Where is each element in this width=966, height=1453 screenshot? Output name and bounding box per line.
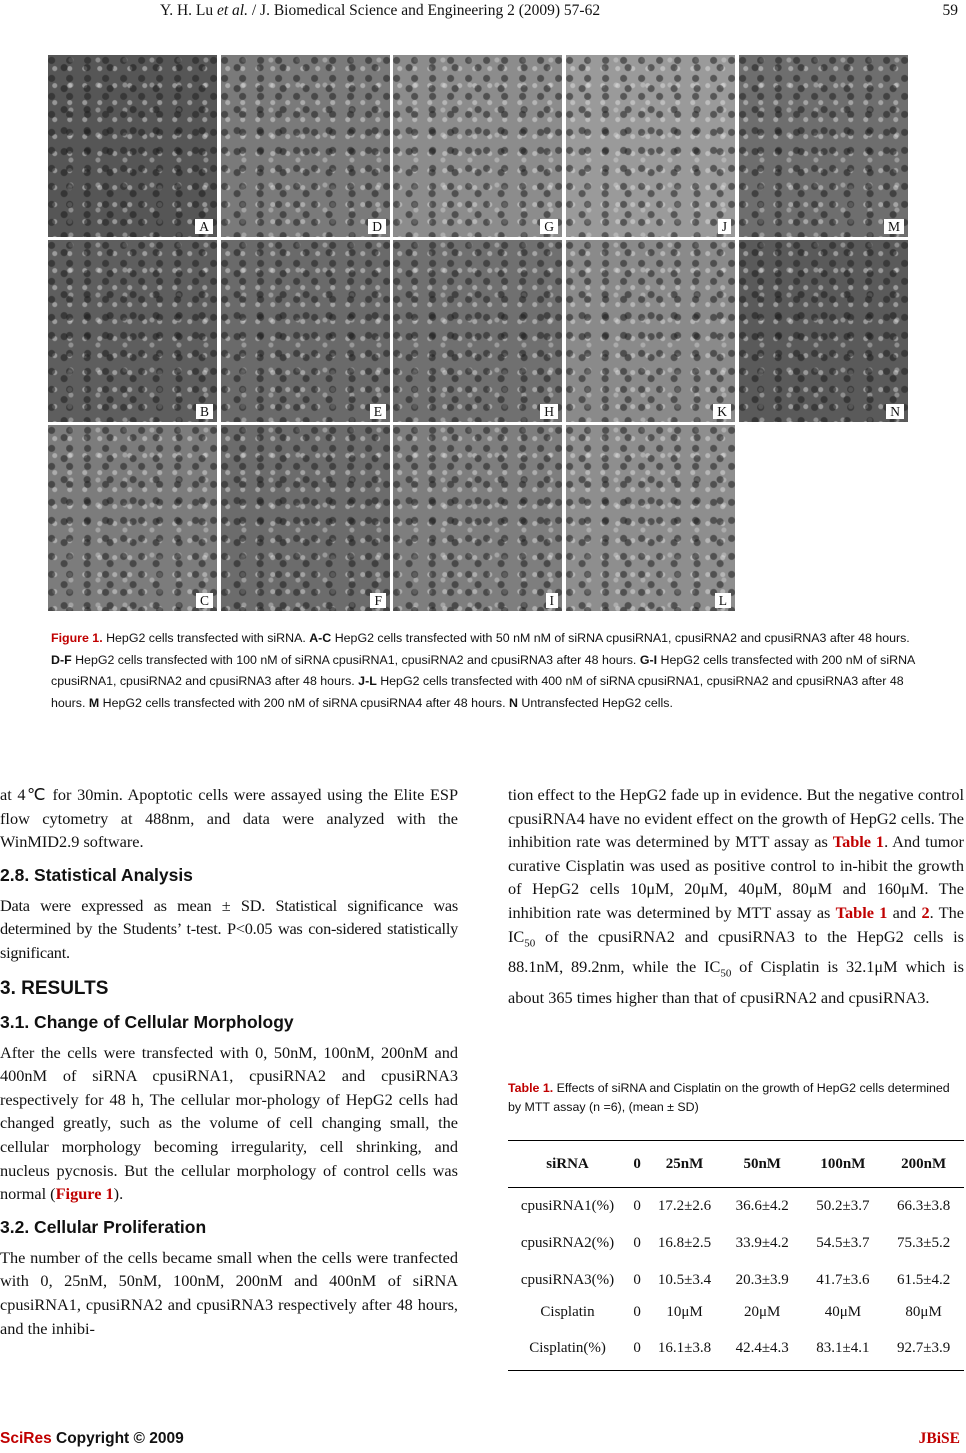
table-row: [508, 1225, 964, 1262]
table-row: [508, 1299, 964, 1327]
table-cell: 33.9±4.2: [735, 1234, 789, 1251]
caption-text: HepG2 cells transfected with 400 nM of siRNA cpusiRNA1, cpusiRNA2 and cpusiRNA3 after 48 hours.: [51, 674, 904, 710]
table-cell: cpusiRNA1(%): [520, 1197, 615, 1214]
micrograph-panel: [739, 240, 908, 422]
caption-panel-ref: N: [509, 695, 518, 710]
results-table: [508, 1140, 964, 1371]
column-header: 25nM: [665, 1155, 704, 1172]
micrograph-panel: [48, 55, 217, 237]
micrograph-panel: [393, 240, 562, 422]
caption-panel-ref: J-L: [358, 674, 377, 688]
paragraph: at 4℃ for 30min. Apoptotic cells were assayed using the Elite ESP flow cytometry at 488nm, and data were analyzed with the WinMID2.9 software.: [0, 785, 458, 852]
paragraph-text: . And tumor curative Cisplatin was used as positive control to in-hibit the growth of HepG2 cells 10μM, 20μM, 40μM, 80μM and 160μM. The inhibition rate was determined by MTT assay as: [508, 832, 964, 922]
header-authors: Y. H. Lu: [160, 2, 214, 19]
caption-panel-ref: G-I: [639, 652, 658, 667]
table-cell: cpusiRNA2(%): [520, 1234, 615, 1251]
subscript: 50: [524, 936, 536, 949]
table-cell: 42.4±4.3: [735, 1339, 789, 1356]
table-cell: 0: [633, 1304, 641, 1320]
micrograph-panel: [566, 240, 735, 422]
table-cell: cpusiRNA3(%): [520, 1271, 615, 1288]
publisher-brand: SciRes: [0, 1430, 52, 1447]
panel-label: A: [195, 219, 213, 234]
paragraph-text: and: [887, 902, 922, 922]
paragraph-text: of the cpusiRNA2 and cpusiRNA3 to the HepG2 cells is 88.1nM, 89.2nm, while the IC: [508, 926, 964, 977]
journal-abbreviation: JBiSE: [918, 1430, 960, 1447]
panel-label: G: [540, 219, 558, 234]
paragraph-text: . The IC: [508, 902, 964, 946]
table-cell: 20μM: [744, 1304, 781, 1320]
table-cell: 66.3±3.8: [897, 1197, 951, 1214]
subscript: 50: [720, 967, 732, 980]
table-caption-text: Effects of siRNA and Cisplatin on the growth of HepG2 cells determined by MTT assay (n =6), (mean ± SD): [508, 1081, 950, 1114]
section-heading: 3.2. Cellular Proliferation: [0, 1216, 207, 1237]
table-cell: 36.6±4.2: [735, 1197, 789, 1214]
column-header: siRNA: [546, 1155, 589, 1172]
table-cell: 0: [633, 1339, 641, 1356]
caption-text: HepG2 cells transfected with 200 nM of siRNA cpusiRNA4 after 48 hours.: [99, 695, 509, 710]
table-reference-link[interactable]: Table 1: [835, 902, 888, 922]
panel-label: H: [540, 404, 558, 419]
caption-text: Untransfected HepG2 cells.: [517, 695, 673, 710]
panel-label: B: [196, 404, 213, 419]
footer-copyright: [0, 1430, 184, 1448]
panel-label: J: [718, 219, 731, 234]
table-cell: Cisplatin: [540, 1304, 595, 1320]
table-cell: 0: [633, 1234, 641, 1251]
table-cell: 16.8±2.5: [657, 1234, 712, 1251]
table-cell: 40μM: [824, 1304, 862, 1320]
paragraph-text: After the cells were transfected with 0, 50nM, 100nM, 200nM and 400nM of siRNA cpusiRNA1, cpusiRNA2 and cpusiRNA3 respectively for 48 h, The cellular mor-phology of HepG2 cells had changed greatly, such as the volume of cell changing small, the cellular morphology becoming irregularity, cell shrinking, and nucleus pycnosis. But the cellular morphology of control cells was normal (: [0, 1042, 458, 1204]
paragraph: [508, 783, 964, 1010]
table-cell: 54.5±3.7: [816, 1234, 870, 1251]
paragraph: Data were expressed as mean ± SD. Statistical significance was determined by the Students’ t-test. P<0.05 was con-sidered statistically significant.: [0, 895, 458, 962]
table-caption: [508, 1079, 966, 1117]
column-header: 200nM: [901, 1155, 947, 1172]
micrograph-panel: [566, 425, 735, 611]
caption-panel-ref: D-F: [51, 652, 72, 667]
table-cell: 75.3±5.2: [897, 1234, 951, 1251]
paragraph-text: tion effect to the HepG2 fade up in evidence. But the negative control cpusiRNA4 have no evident effect on the growth of HepG2 cells. The inhibition rate was determined by MTT assay as: [508, 785, 964, 852]
table-cell: 10μM: [666, 1304, 703, 1320]
table-cell: 50.2±3.7: [816, 1197, 870, 1214]
table-cell: 0: [633, 1271, 641, 1288]
header-et-al: et al.: [216, 2, 248, 19]
table-cell: 0: [633, 1197, 641, 1214]
table-cell: 16.1±3.8: [657, 1339, 712, 1356]
caption-text: HepG2 cells transfected with 100 nM of siRNA cpusiRNA1, cpusiRNA2 and cpusiRNA3 after 48 hours.: [71, 652, 640, 667]
paragraph: The number of the cells became small when the cells were tranfected with 0, 25nM, 50nM, 100nM, 200nM and 400nM of siRNA cpusiRNA1, cpusiRNA2 and cpusiRNA3 respectively after 48 hours, and the inhibi-: [0, 1247, 458, 1338]
table-row: [508, 1188, 964, 1225]
table-cell: 92.7±3.9: [897, 1339, 951, 1356]
micrograph-panel: [221, 55, 390, 237]
section-heading: 2.8. Statistical Analysis: [0, 864, 193, 885]
header-journal: / J. Biomedical Science and Engineering 2 (2009) 57-62: [251, 2, 601, 19]
figure-1-panels: [48, 55, 912, 611]
micrograph-panel: [221, 240, 390, 422]
section-heading: 3.1. Change of Cellular Morphology: [0, 1011, 294, 1032]
micrograph-panel: [566, 55, 735, 237]
table-cell: 61.5±4.2: [897, 1271, 951, 1288]
panel-label: D: [368, 219, 386, 234]
caption-panel-ref: M: [88, 695, 100, 710]
table-cell: 83.1±4.1: [816, 1339, 870, 1356]
micrograph-panel: [48, 425, 217, 611]
section-heading: 3. RESULTS: [0, 977, 109, 999]
column-header: 50nM: [743, 1155, 781, 1172]
page-number: 59: [942, 2, 958, 19]
left-column: [0, 783, 458, 1340]
panel-label: N: [886, 404, 904, 419]
column-header: 100nM: [820, 1155, 866, 1172]
table-row: [508, 1327, 964, 1371]
table-cell: 20.3±3.9: [735, 1271, 789, 1288]
caption-panel-ref: A-C: [309, 631, 332, 645]
micrograph-panel: [48, 240, 217, 422]
figure-caption: [51, 628, 921, 714]
table-row: [508, 1262, 964, 1299]
micrograph-panel: [393, 55, 562, 237]
caption-text: HepG2 cells transfected with 200 nM of siRNA cpusiRNA1, cpusiRNA2 and cpusiRNA3 after 48 hours.: [51, 652, 915, 688]
panel-label: F: [370, 593, 386, 608]
panel-label: K: [713, 404, 731, 419]
panel-label: C: [196, 593, 213, 608]
panel-label: I: [546, 593, 559, 608]
paragraph-text: ).: [113, 1184, 124, 1204]
panel-label: E: [370, 404, 386, 419]
column-header: 0: [633, 1155, 641, 1172]
panel-label: M: [884, 219, 904, 234]
micrograph-panel: [393, 425, 562, 611]
table-cell: 80μM: [905, 1304, 942, 1320]
copyright-text: Copyright © 2009: [51, 1430, 184, 1447]
figure-label: Figure 1.: [51, 631, 103, 645]
table-header-row: [508, 1141, 964, 1188]
table-cell: 17.2±2.6: [657, 1197, 712, 1214]
paragraph-text: of Cisplatin is 32.1μM which is about 365 times higher than that of cpusiRNA2 and cpusiRNA3.: [508, 957, 964, 1008]
table-cell: Cisplatin(%): [529, 1339, 606, 1356]
header-citation: [160, 2, 600, 20]
caption-text: HepG2 cells transfected with 50 nM nM of siRNA cpusiRNA1, cpusiRNA2 and cpusiRNA3 after 48 hours.: [331, 631, 910, 645]
right-column: [508, 783, 964, 1010]
table-reference-link[interactable]: Table 1: [832, 832, 885, 852]
table-label: Table 1.: [508, 1081, 554, 1095]
table-cell: 41.7±3.6: [816, 1271, 870, 1288]
micrograph-panel: [739, 55, 908, 237]
panel-label: L: [715, 593, 731, 608]
figure-reference-link[interactable]: Figure 1: [55, 1184, 114, 1204]
caption-text: HepG2 cells transfected with siRNA.: [102, 631, 310, 645]
table-reference-link[interactable]: 2: [921, 902, 930, 922]
micrograph-panel: [221, 425, 390, 611]
paragraph: [0, 1041, 458, 1206]
table-cell: 10.5±3.4: [657, 1271, 712, 1288]
